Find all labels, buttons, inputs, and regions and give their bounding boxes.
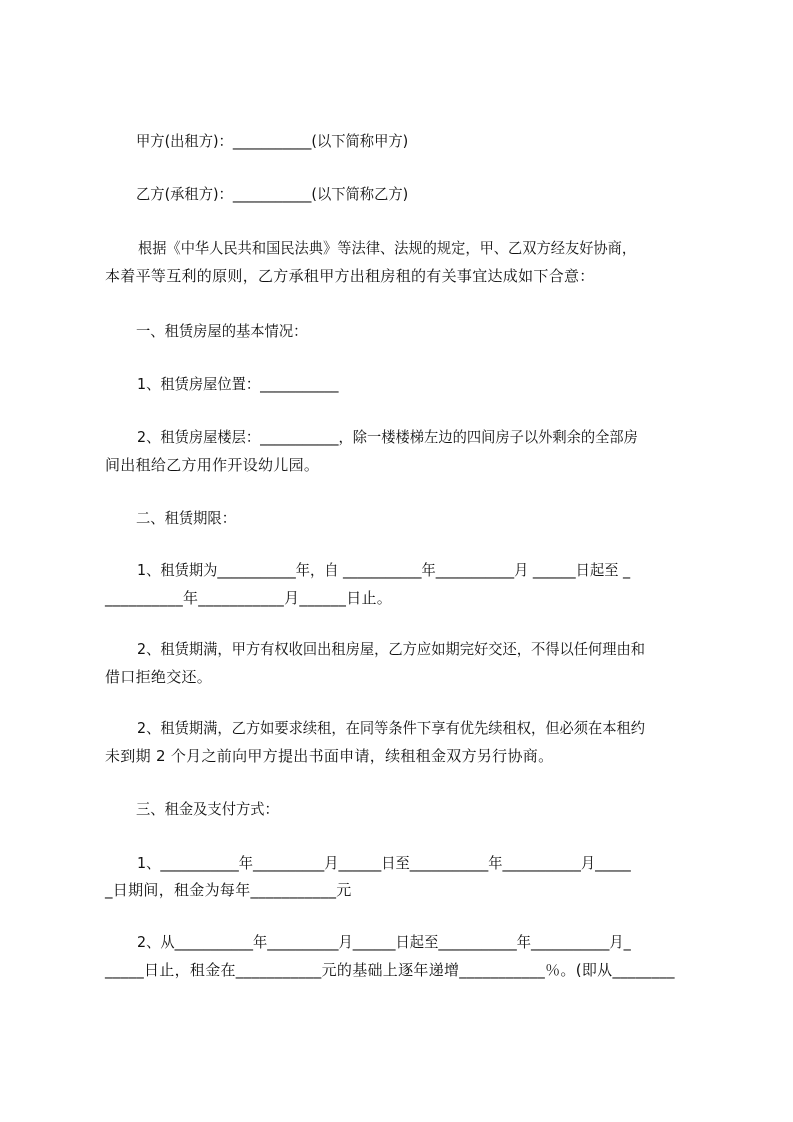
party-a-line: 甲方(出租方)：___________(以下简称甲方) (136, 132, 409, 150)
section-1-heading: 一、租赁房屋的基本情况： (136, 322, 308, 340)
clause-3-2-line-2: _____日止，租金在___________元的基础上逐年递增___________％。(即从________ (105, 961, 675, 979)
clause-3-1-line-2: _日期间，租金为每年___________元 (105, 881, 352, 899)
clause-2-3-line-1: 2、租赁期满，乙方如要求续租，在同等条件下享有优先续租权，但必须在本租约 (137, 719, 646, 737)
preamble-line-2: 本着平等互利的原则，乙方承租甲方出租房租的有关事宜达成如下合意： (105, 267, 595, 285)
clause-2-3-line-2: 未到期 2 个月之前向甲方提出书面申请，续租租金双方另行协商。 (105, 747, 554, 765)
clause-1-2-line-1: 2、租赁房屋楼层：___________，除一楼楼梯左边的四间房子以外剩余的全部房 (137, 428, 638, 446)
section-3-heading: 三、租金及支付方式： (136, 800, 279, 818)
clause-2-2-line-2: 借口拒绝交还。 (105, 668, 213, 686)
clause-2-1-line-2: __________年___________月______日止。 (105, 589, 393, 607)
clause-3-2-line-1: 2、从___________年__________月______日起至___________年___________月_ (137, 933, 631, 951)
section-2-heading: 二、租赁期限： (136, 509, 236, 527)
clause-1-2-line-2: 间出租给乙方用作开设幼儿园。 (105, 456, 320, 474)
preamble-line-1: 根据《中华人民共和国民法典》等法律、法规的规定，甲、乙双方经友好协商， (138, 239, 637, 257)
clause-3-1-line-1: 1、___________年__________月______日至___________年___________月_____ (137, 854, 631, 872)
clause-2-2-line-1: 2、租赁期满，甲方有权收回出租房屋，乙方应如期完好交还，不得以任何理由和 (137, 640, 646, 658)
party-b-line: 乙方(承租方)：___________(以下简称乙方) (136, 185, 409, 203)
clause-2-1-line-1: 1、租赁期为___________年，自 ___________年___________月 ______日起至 _ (137, 561, 631, 579)
clause-1-1: 1、租赁房屋位置：___________ (137, 375, 339, 393)
